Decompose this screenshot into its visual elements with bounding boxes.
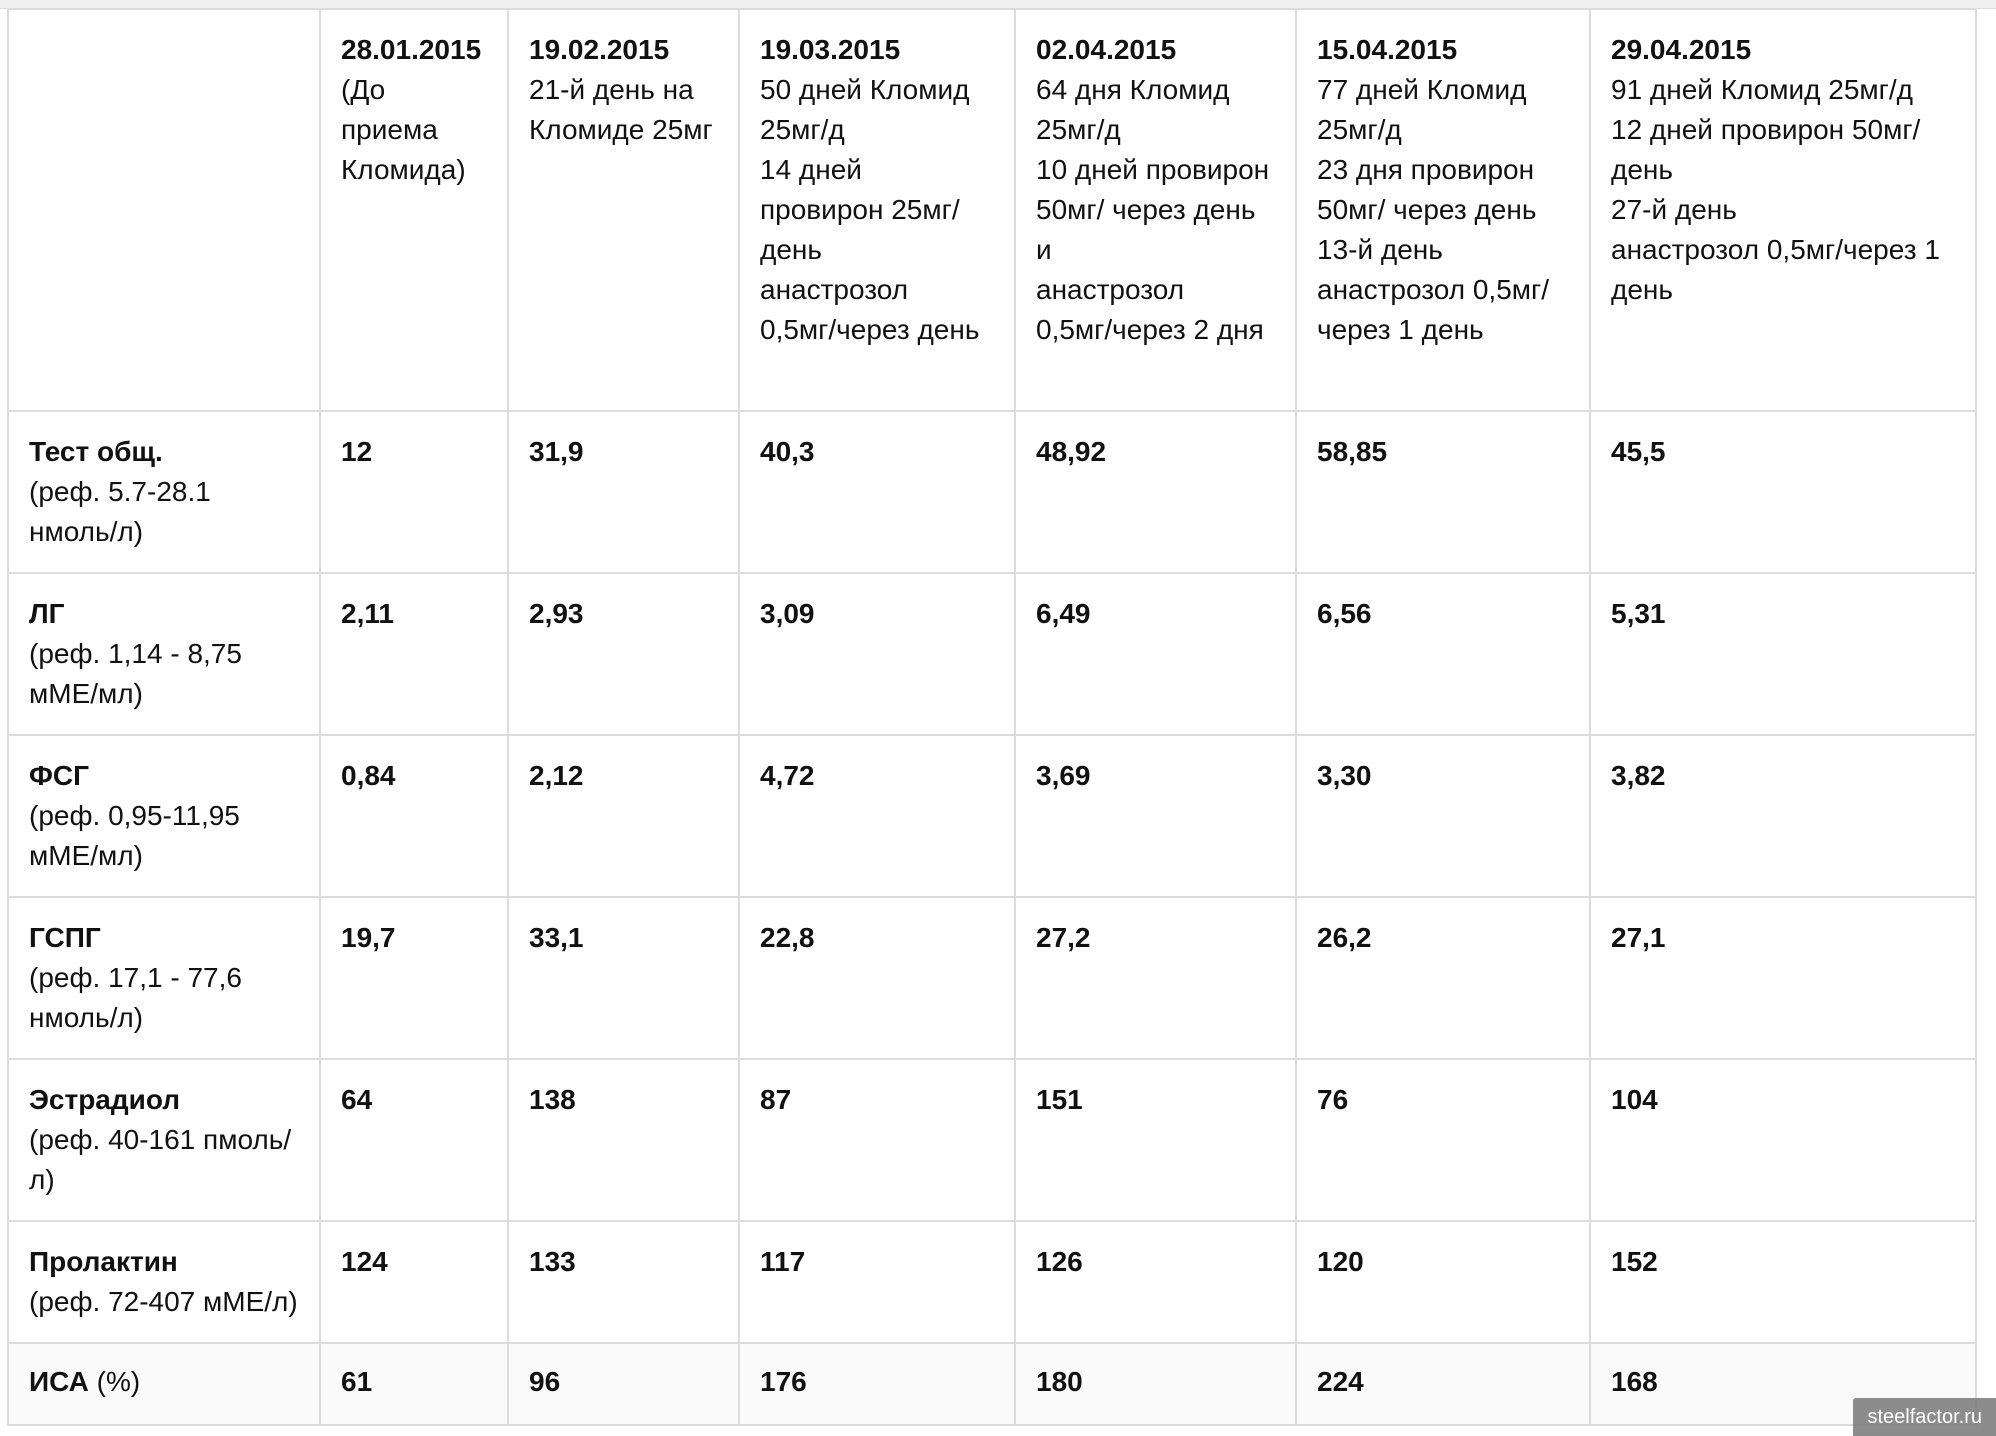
row-reference: (реф. 72-407 мМЕ/л) (29, 1286, 298, 1317)
row-title: Эстрадиол (29, 1084, 181, 1115)
row-label-cell (8, 897, 320, 1059)
header-date: 02.04.2015 (1036, 34, 1177, 65)
value: 3,69 (1036, 760, 1091, 791)
value: 27,2 (1036, 922, 1091, 953)
value-cell (739, 897, 1015, 1059)
header-corner-cell (8, 9, 320, 411)
value: 2,93 (529, 598, 584, 629)
row-label-cell (8, 1343, 320, 1425)
value-cell (1296, 735, 1590, 897)
row-label-cell (8, 411, 320, 573)
value: 138 (529, 1084, 576, 1115)
value-cell (1590, 573, 1976, 735)
row-reference: (реф. 0,95-11,95 мМЕ/мл) (29, 800, 240, 871)
value-cell (320, 1059, 508, 1221)
row-reference: (реф. 40-161 пмоль/ л) (29, 1124, 292, 1195)
value: 5,31 (1611, 598, 1666, 629)
row-reference: (%) (88, 1366, 141, 1397)
value: 2,12 (529, 760, 584, 791)
value: 40,3 (760, 436, 815, 467)
table-row (8, 1343, 1976, 1425)
value: 45,5 (1611, 436, 1666, 467)
value-cell (320, 1343, 508, 1425)
value: 12 (341, 436, 373, 467)
header-date: 15.04.2015 (1317, 34, 1458, 65)
value-cell (1590, 735, 1976, 897)
header-description: (До приема Кломида) (341, 74, 466, 185)
value: 3,09 (760, 598, 815, 629)
value-cell (1296, 1221, 1590, 1343)
value-cell (508, 1059, 739, 1221)
value-cell (320, 573, 508, 735)
row-title: Пролактин (29, 1246, 178, 1277)
value-cell (320, 897, 508, 1059)
value-cell (739, 573, 1015, 735)
value: 48,92 (1036, 436, 1107, 467)
row-reference: (реф. 5.7-28.1 нмоль/л) (29, 476, 211, 547)
row-label-cell (8, 735, 320, 897)
value: 152 (1611, 1246, 1658, 1277)
value-cell (1590, 897, 1976, 1059)
row-title: Тест общ. (29, 436, 163, 467)
value-cell (508, 897, 739, 1059)
value: 120 (1317, 1246, 1364, 1277)
table-row (8, 897, 1976, 1059)
value-cell (1015, 411, 1296, 573)
value: 168 (1611, 1366, 1658, 1397)
value: 58,85 (1317, 436, 1388, 467)
value: 22,8 (760, 922, 815, 953)
row-label-cell (8, 573, 320, 735)
header-cell (1296, 9, 1590, 411)
value-cell (1296, 411, 1590, 573)
value: 151 (1036, 1084, 1083, 1115)
header-cell (1590, 9, 1976, 411)
value-cell (1015, 735, 1296, 897)
header-cell (1015, 9, 1296, 411)
value-cell (739, 1221, 1015, 1343)
row-label-cell (8, 1059, 320, 1221)
value-cell (320, 735, 508, 897)
value: 104 (1611, 1084, 1658, 1115)
header-description: 64 дня Кломид 25мг/д 10 дней провирон 50мг/ через день и анастрозол 0,5мг/через 2 дня (1036, 74, 1270, 345)
value: 3,30 (1317, 760, 1372, 791)
value-cell (739, 735, 1015, 897)
header-cell (508, 9, 739, 411)
value-cell (1296, 573, 1590, 735)
value: 6,49 (1036, 598, 1091, 629)
value: 26,2 (1317, 922, 1372, 953)
value: 2,11 (341, 598, 394, 629)
header-description: 50 дней Кломид 25мг/д 14 дней провирон 25мг/ день анастрозол 0,5мг/через день (760, 74, 980, 345)
row-label-cell (8, 1221, 320, 1343)
value: 61 (341, 1366, 373, 1397)
value: 180 (1036, 1366, 1083, 1397)
value: 31,9 (529, 436, 584, 467)
value: 3,82 (1611, 760, 1666, 791)
row-title: ИСА (29, 1366, 89, 1397)
header-date: 19.03.2015 (760, 34, 901, 65)
table-row (8, 573, 1976, 735)
value-cell (320, 1221, 508, 1343)
value-cell (1590, 411, 1976, 573)
value: 133 (529, 1246, 576, 1277)
table-row (8, 411, 1976, 573)
value: 27,1 (1611, 922, 1666, 953)
value-cell (508, 411, 739, 573)
table-row (8, 735, 1976, 897)
header-description: 91 дней Кломид 25мг/д 12 дней провирон 50мг/ день 27-й день анастрозол 0,5мг/через 1 день (1611, 74, 1940, 305)
value-cell (508, 1221, 739, 1343)
value: 0,84 (341, 760, 396, 791)
value: 87 (760, 1084, 792, 1115)
value: 224 (1317, 1366, 1364, 1397)
site-watermark: steelfactor.ru (1853, 1398, 1996, 1436)
value: 126 (1036, 1246, 1083, 1277)
value-cell (508, 1343, 739, 1425)
value-cell (1015, 1343, 1296, 1425)
row-title: ЛГ (29, 598, 65, 629)
value-cell (739, 1059, 1015, 1221)
value-cell (1015, 573, 1296, 735)
value: 64 (341, 1084, 373, 1115)
value: 124 (341, 1246, 388, 1277)
header-date: 29.04.2015 (1611, 34, 1752, 65)
value-cell (739, 411, 1015, 573)
header-cell (320, 9, 508, 411)
value: 96 (529, 1366, 561, 1397)
value: 4,72 (760, 760, 815, 791)
row-title: ФСГ (29, 760, 89, 791)
value-cell (1296, 1059, 1590, 1221)
value-cell (1015, 1059, 1296, 1221)
value-cell (508, 573, 739, 735)
value-cell (1590, 1221, 1976, 1343)
row-reference: (реф. 1,14 - 8,75 мМЕ/мл) (29, 638, 242, 709)
header-cell (739, 9, 1015, 411)
value-cell (1590, 1059, 1976, 1221)
value-cell (1296, 897, 1590, 1059)
row-reference: (реф. 17,1 - 77,6 нмоль/л) (29, 962, 242, 1033)
table-row (8, 1221, 1976, 1343)
value: 176 (760, 1366, 807, 1397)
value-cell (1296, 1343, 1590, 1425)
header-date: 28.01.2015 (341, 34, 482, 65)
value: 6,56 (1317, 598, 1372, 629)
row-title: ГСПГ (29, 922, 101, 953)
value-cell (739, 1343, 1015, 1425)
value: 19,7 (341, 922, 396, 953)
value-cell (1015, 897, 1296, 1059)
header-description: 77 дней Кломид 25мг/д 23 дня провирон 50мг/ через день 13-й день анастрозол 0,5мг/ через 1 день (1317, 74, 1550, 345)
table-row (8, 1059, 1976, 1221)
table-header-row (8, 9, 1976, 411)
value: 33,1 (529, 922, 584, 953)
value-cell (508, 735, 739, 897)
value: 76 (1317, 1084, 1349, 1115)
value-cell (320, 411, 508, 573)
value-cell (1015, 1221, 1296, 1343)
header-description: 21-й день на Кломиде 25мг (529, 74, 713, 145)
hormone-results-table (7, 8, 1977, 1426)
value: 117 (760, 1246, 806, 1277)
header-date: 19.02.2015 (529, 34, 670, 65)
